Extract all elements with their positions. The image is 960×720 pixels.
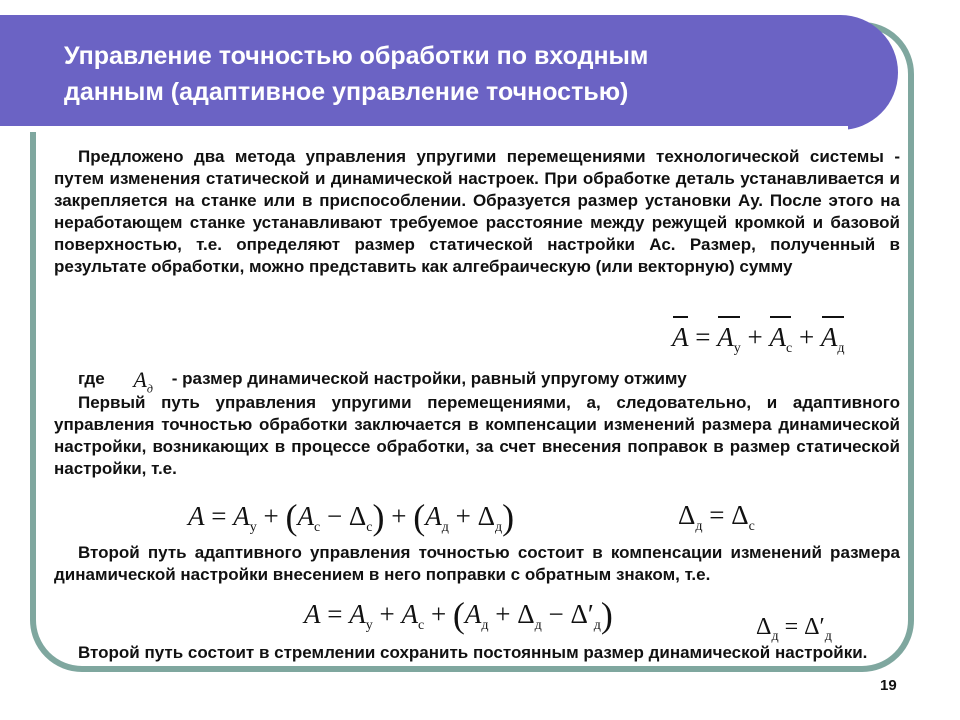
formula-second-way: $A = A_у + A_с + (A_д + \Delta_д - \Delta'_д)$: [304, 595, 613, 635]
where-prefix: где: [78, 369, 105, 388]
formula-first-way-condition: $\Delta_д = \Delta_с$: [678, 500, 755, 534]
where-description: - размер динамической настройки, равный упругому отжиму: [171, 369, 687, 388]
slide-title: [64, 38, 864, 110]
title-line-1: Управление точностью обработки по входным: [64, 42, 649, 70]
paragraph-third: Второй путь состоит в стремлении сохранить постоянным размер динамической настройки.: [78, 643, 868, 662]
paragraph-second-way: Второй путь адаптивного управления точностью состоит в компенсации изменений размера динамической настройки внесением в него поправки с обратным знаком, т.е.: [54, 543, 900, 584]
title-underline: [0, 126, 848, 132]
paragraph-methods: Предложено два метода управления упругими перемещениями технологической системы - путем изменения статической и динамической настроек. При обработке деталь устанавливается и закрепляется на станке или в приспособлении. Образуется размер установки Ау. После этого на неработающем станке устанавливают требуемое расстояние между режущей кромкой и базовой поверхностью, т.е. определяют размер статической настройки Ас. Размер, полученный в результате обработки, можно представить как алгебраическую (или векторную) сумму: [54, 147, 900, 276]
paragraph-first-way: Первый путь управления упругими перемещениями, а, следовательно, и адаптивного управления точностью обработки заключается в компенсации изменений размера динамической настройки, возникающих в процессе обработки, за счет внесения поправок в размер статической настройки, т.е.: [54, 393, 900, 478]
where-line: [78, 364, 687, 396]
formula-first-way: $A = A_у + (A_с - \Delta_с) + (A_д + \Delta_д)$: [188, 497, 515, 537]
page-number: 19: [880, 677, 897, 694]
formula-vector-sum: $A = A_у + A_с + A_д$: [672, 322, 845, 356]
symbol-a-dynamic: $A_д$: [133, 367, 153, 396]
title-line-2: данным (адаптивное управление точностью): [64, 78, 629, 106]
formula-second-way-condition: $\Delta_д = \Delta'_д$: [756, 614, 832, 644]
